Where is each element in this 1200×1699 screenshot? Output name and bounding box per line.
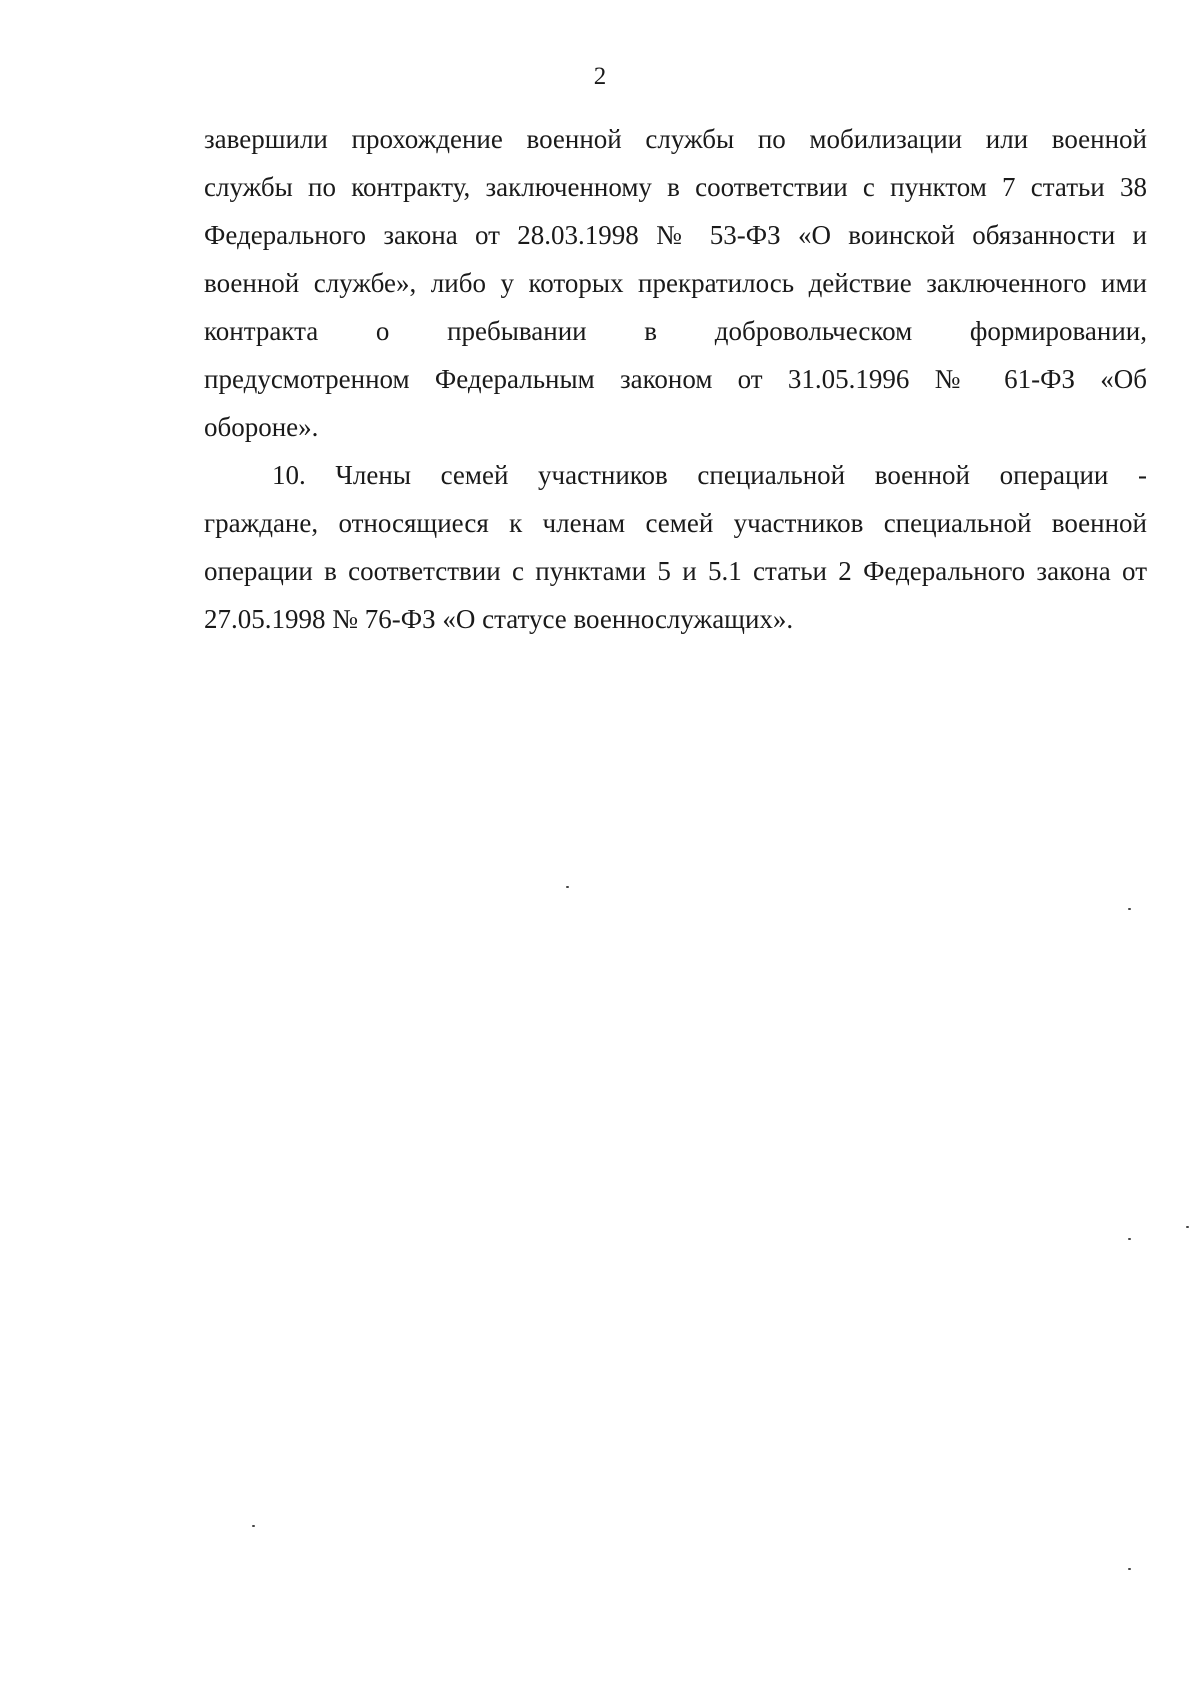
text-line: контракта о пребывании в добровольческом формировании, — [204, 316, 1147, 346]
text-line: операции в соответствии с пунктами 5 и 5.1 статьи 2 Федерального закона от — [204, 556, 1147, 586]
paragraph-item-10 — [204, 451, 1147, 643]
paragraph-continuation — [204, 115, 1147, 451]
text-line: завершили прохождение военной службы по мобилизации или военной — [204, 124, 1147, 154]
page-number: 2 — [593, 63, 607, 90]
scan-speck — [252, 1525, 255, 1527]
scan-speck — [566, 886, 569, 888]
document-body — [204, 115, 1147, 643]
text-line: предусмотренном Федеральным законом от 31.05.1996 № 61-ФЗ «Об — [204, 364, 1147, 394]
text-line: 10. Члены семей участников специальной военной операции - — [272, 460, 1147, 490]
scan-speck — [1128, 1568, 1131, 1570]
scan-speck — [1128, 908, 1131, 910]
text-line: службы по контракту, заключенному в соответствии с пунктом 7 статьи 38 — [204, 172, 1147, 202]
text-line: 27.05.1998 № 76-ФЗ «О статусе военнослужащих». — [204, 604, 794, 634]
text-line: обороне». — [204, 412, 319, 442]
text-line: военной службе», либо у которых прекратилось действие заключенного ими — [204, 268, 1147, 298]
text-line: граждане, относящиеся к членам семей участников специальной военной — [204, 508, 1147, 538]
scan-speck — [1128, 1238, 1131, 1240]
scan-speck — [1186, 1226, 1189, 1228]
text-line: Федерального закона от 28.03.1998 № 53-ФЗ «О воинской обязанности и — [204, 220, 1147, 250]
